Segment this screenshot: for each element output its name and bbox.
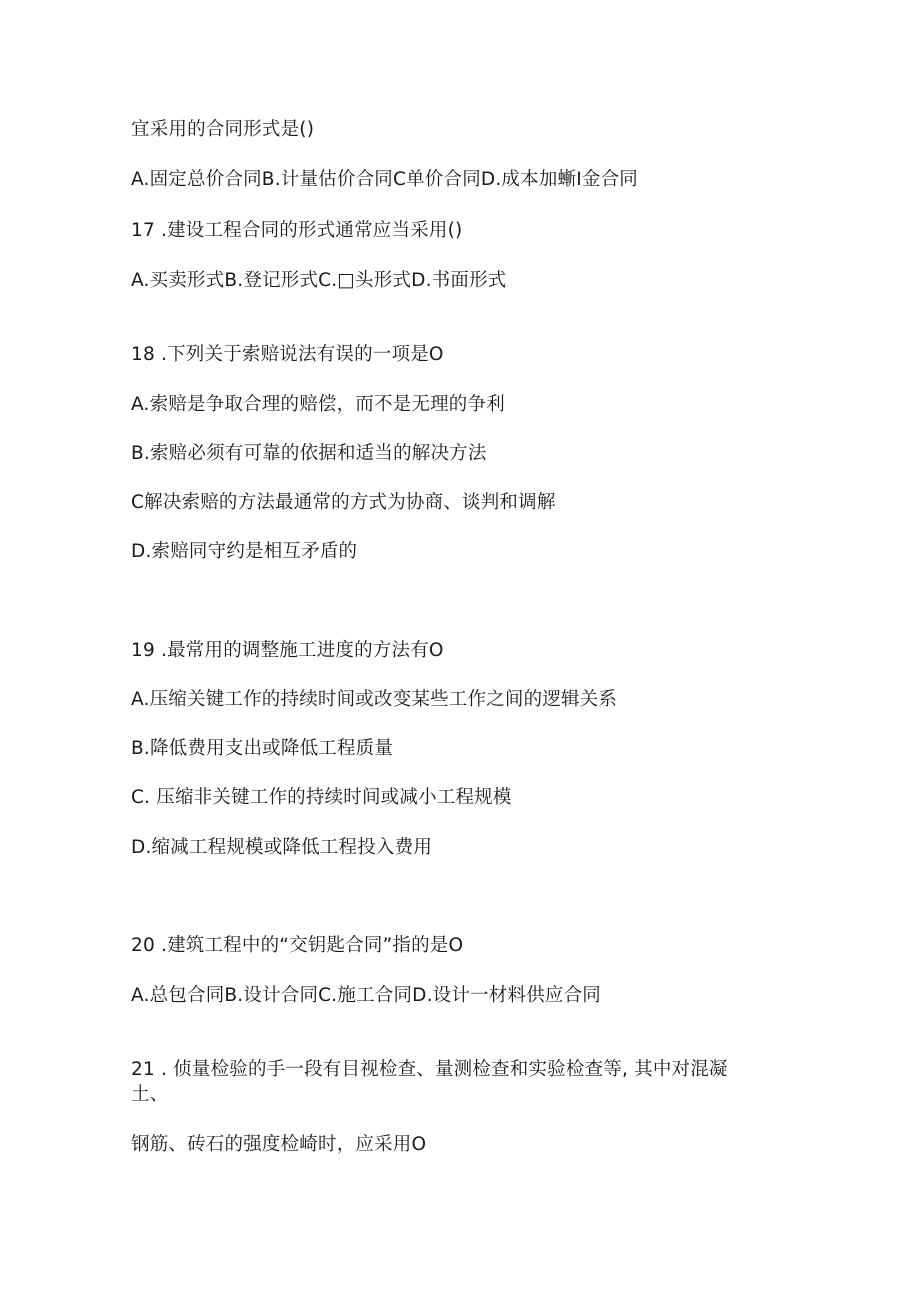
question-20-stem: 20 .建筑工程中的“交钥匙合同”指的是O xyxy=(131,935,464,956)
question-18-option-c: C解决索赔的方法最通常的方式为协商、谈判和调解 xyxy=(131,492,556,513)
question-17-options: A.买卖形式B.登记形式C.□头形式D.书面形式 xyxy=(131,270,507,291)
question-18-option-b: B.索赔必须有可靠的依据和适当的解决方法 xyxy=(131,443,487,464)
question-21-stem-wrap: 土、 xyxy=(131,1084,169,1105)
question-16-stem-continued: 宜采用的合同形式是() xyxy=(131,119,315,140)
question-21-stem: 21 . 侦量检验的手一段有目视检查、量测检查和实验检查等, 其中对混凝 xyxy=(131,1059,728,1080)
question-17-stem: 17 .建设工程合同的形式通常应当采用() xyxy=(131,220,463,241)
question-19-option-c: C. 压缩非关键工作的持续时间或减小工程规模 xyxy=(131,787,512,808)
question-18-option-a: A.索赔是争取合理的赔偿，而不是无理的争利 xyxy=(131,394,505,415)
question-19-option-d: D.缩减工程规模或降低工程投入费用 xyxy=(131,837,433,858)
question-18-option-d: D.索赔同守约是相互矛盾的 xyxy=(131,541,358,562)
question-20-options: A.总包合同B.设计合同C.施工合同D.设计一材料供应合同 xyxy=(131,985,602,1006)
question-19-option-a: A.压缩关键工作的持续时间或改变某些工作之间的逻辑关系 xyxy=(131,689,618,710)
question-16-options: A.固定总价合同B.计量估价合同C单价合同D.成本加螹I金合同 xyxy=(131,169,638,190)
question-19-stem: 19 .最常用的调整施工进度的方法有O xyxy=(131,640,444,661)
question-19-option-b: B.降低费用支出或降低工程质量 xyxy=(131,738,394,759)
question-21-stem-continued: 钢筋、砖石的强度检崎时，应采用O xyxy=(131,1134,427,1155)
question-18-stem: 18 .下列关于索赔说法有误的一项是O xyxy=(131,344,444,365)
